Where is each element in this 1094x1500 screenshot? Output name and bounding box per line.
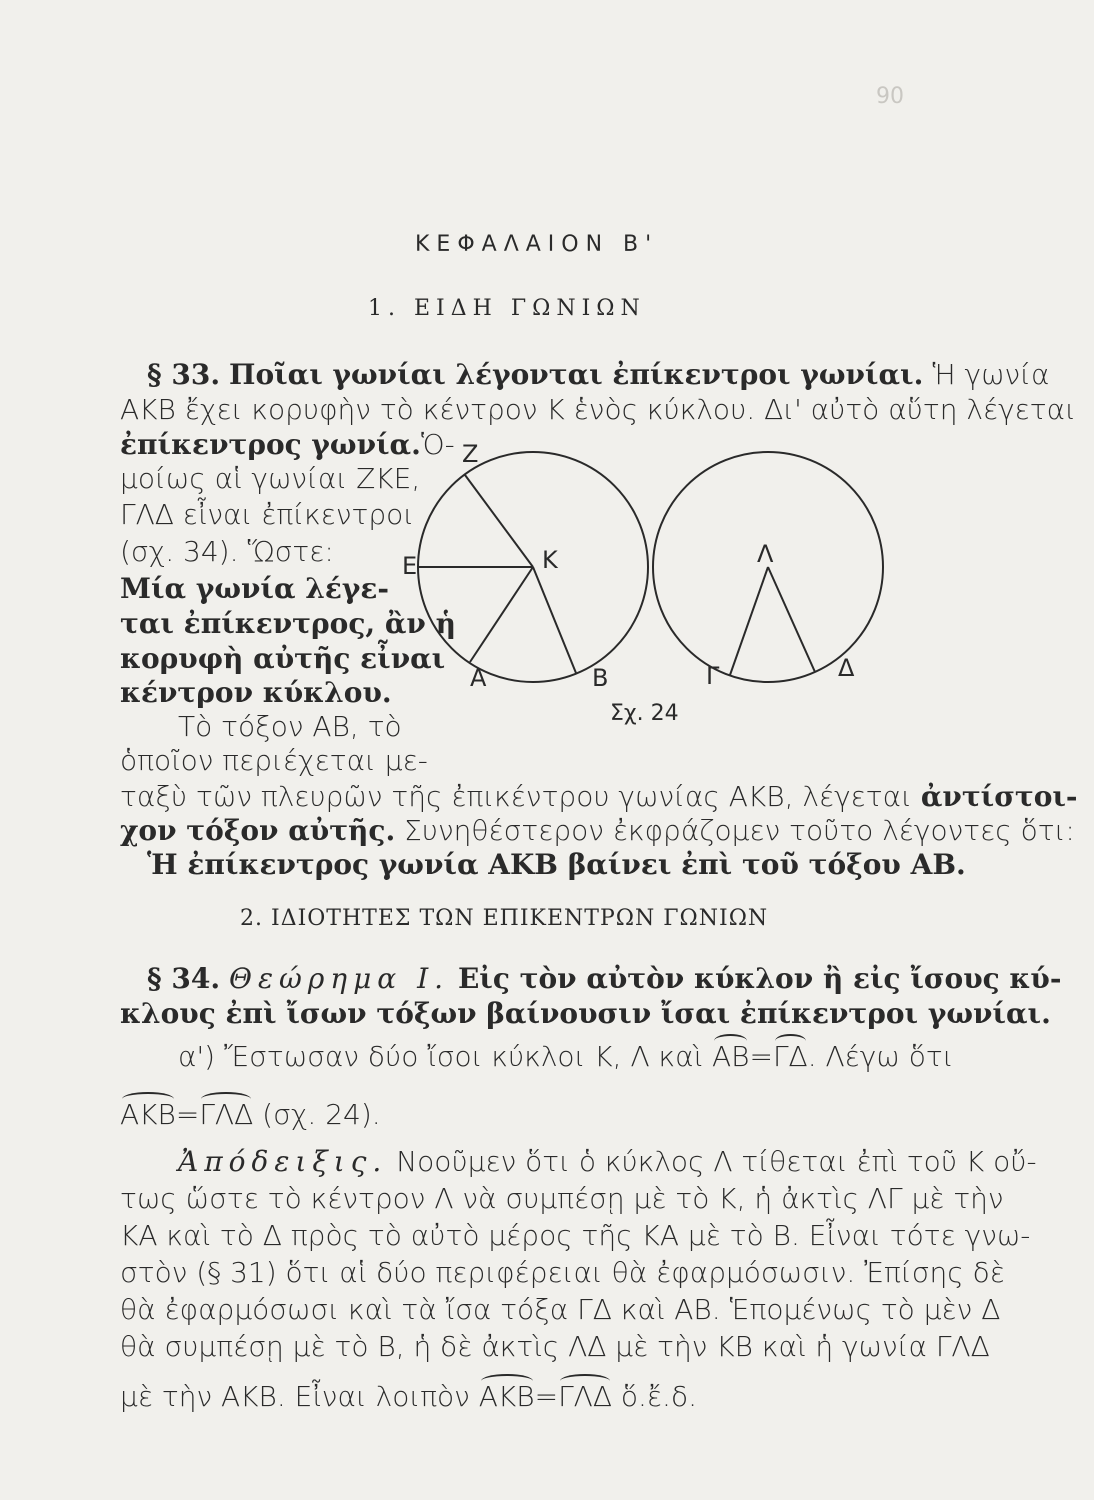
definition-line-3: κορυφὴ αὐτῆς εἶναι xyxy=(120,642,446,675)
theorem-statement: Εἰς τὸν αὐτὸν κύκλον ἢ εἰς ἴσους κύ- xyxy=(457,962,1062,995)
label-delta: Δ xyxy=(838,654,855,682)
angle-akb: ΑΚΒ xyxy=(478,1380,535,1413)
label-e: E xyxy=(402,552,418,580)
section-heading-2 xyxy=(240,902,768,936)
label-z: Z xyxy=(462,440,479,468)
paragraph-34-line-2: κλους ἐπὶ ἴσων τόξων βαίνουσιν ἴσαι ἐπίκεντροι γωνίαι. xyxy=(120,997,1051,1030)
arc-text-line-4: χον τόξον αὐτῆς. Συνηθέστερον ἐκφράζομεν τοῦτο λέγοντες ὅτι: xyxy=(120,814,1075,847)
definition-line-4: κέντρον κύκλου. xyxy=(120,676,392,709)
label-b: B xyxy=(592,664,609,692)
paragraph-33-line-2: ΑΚΒ ἔχει κορυφὴν τὸ κέντρον Κ ἑνὸς κύκλου. Δι' αὐτὸ αὕτη λέγεται xyxy=(120,393,1076,426)
paragraph-mark: § 34. xyxy=(147,962,221,995)
arc-ab: ΑΒ xyxy=(711,1040,750,1073)
section-number: 2. xyxy=(240,906,263,931)
qed: ὅ.ἔ.δ. xyxy=(620,1380,697,1413)
section-title: ΙΔΙΟΤΗΤΕΣ ΤΩΝ ΕΠΙΚΕΝΤΡΩΝ ΓΩΝΙΩΝ xyxy=(271,906,769,931)
paragraph-34-line-1 xyxy=(147,962,1061,996)
angle-gld: ΓΛΔ xyxy=(558,1380,612,1413)
theorem-label: Θεώρημα Ι. xyxy=(229,962,450,995)
paragraph-33-line-4: μοίως αἱ γωνίαι ΖΚΕ, xyxy=(120,462,421,495)
arc-gd: ΓΔ xyxy=(772,1040,808,1073)
radius-ka xyxy=(470,567,533,662)
given-line: α') Ἔστωσαν δύο ἴσοι κύκλοι Κ, Λ καὶ ΑΒ=ΓΔ. Λέγω ὅτι xyxy=(178,1040,954,1073)
figure-caption: Σχ. 24 xyxy=(610,701,679,726)
proof-label: Ἀπόδειξις. xyxy=(178,1145,388,1178)
chapter-heading: ΚΕΦΑΛΑΙΟΝ Β' xyxy=(415,232,659,257)
term-bold: χον τόξον αὐτῆς. xyxy=(120,814,396,847)
label-gamma: Γ xyxy=(706,662,720,690)
arc-text-line-3: ταξὺ τῶν πλευρῶν τῆς ἐπικέντρου γωνίας ΑΚΒ, λέγεται ἀντίστοι- xyxy=(120,780,1078,813)
paragraph-mark: § 33. xyxy=(147,358,221,391)
paragraph-33-line-6: (σχ. 34). Ὥστε: xyxy=(120,535,334,568)
angle-akb: ΑΚΒ xyxy=(120,1098,176,1131)
paragraph-33-line-5: ΓΛΔ εἶναι ἐπίκεντροι xyxy=(120,498,415,531)
paragraph-33-line-3: ἐπίκεντρος γωνία.Ὁ- xyxy=(120,428,455,461)
proof-line-2: τως ὥστε τὸ κέντρον Λ νὰ συμπέσῃ μὲ τὸ Κ, ἡ ἀκτὶς ΛΓ μὲ τὴν xyxy=(120,1182,1004,1215)
proof-line-4: στὸν (§ 31) ὅτι αἱ δύο περιφέρειαι θὰ ἐφαρμόσωσιν. Ἐπίσης δὲ xyxy=(120,1256,1005,1289)
term-bold: ἀντίστοι- xyxy=(920,780,1078,813)
paragraph-33-line-1: § 33. Ποῖαι γωνίαι λέγονται ἐπίκεντροι γωνίαι. Ἡ γωνία xyxy=(147,358,1050,391)
proof-line-7: μὲ τὴν ΑΚΒ. Εἶναι λοιπὸν ΑΚΒ=ΓΛΔ ὅ.ἔ.δ. xyxy=(120,1380,697,1413)
proof-line-5: θὰ ἐφαρμόσωσι καὶ τὰ ἴσα τόξα ΓΔ καὶ ΑΒ. Ἑπομένως τὸ μὲν Δ xyxy=(120,1293,1001,1326)
term-bold: ἐπίκεντρος γωνία. xyxy=(120,428,421,461)
radius-kb xyxy=(533,567,576,673)
label-a: A xyxy=(470,664,487,692)
label-k: K xyxy=(542,546,558,574)
arc-text-line-2: ὁποῖον περιέχεται με- xyxy=(120,744,428,777)
radius-kz xyxy=(465,475,533,567)
definition-line-1: Μία γωνία λέγε- xyxy=(120,572,390,605)
proof-line-6: θὰ συμπέσῃ μὲ τὸ Β, ἡ δὲ ἀκτὶς ΛΔ μὲ τὴν ΚΒ καὶ ἡ γωνία ΓΛΔ xyxy=(120,1330,990,1363)
section-title: ΕΙΔΗ ΓΩΝΙΩΝ xyxy=(414,296,646,321)
claim-line: ΑΚΒ=ΓΛΔ (σχ. 24). xyxy=(120,1098,381,1131)
arc-text-line-5: Ἡ ἐπίκεντρος γωνία ΑΚΒ βαίνει ἐπὶ τοῦ τόξου ΑΒ. xyxy=(147,848,966,881)
section-number: 1. xyxy=(368,296,401,321)
proof-line-3: ΚΑ καὶ τὸ Δ πρὸς τὸ αὐτὸ μέρος τῆς ΚΑ μὲ τὸ Β. Εἶναι τότε γνω- xyxy=(120,1219,1031,1252)
radius-lg xyxy=(730,567,768,675)
definition-line-2: ται ἐπίκεντρος, ἂν ἡ xyxy=(120,607,456,640)
label-lambda: Λ xyxy=(757,540,774,568)
paragraph-question: Ποῖαι γωνίαι λέγονται ἐπίκεντροι γωνίαι. xyxy=(229,358,924,391)
page-number: 90 xyxy=(876,84,904,109)
radius-ld xyxy=(768,567,815,672)
proof-line-1: Ἀπόδειξις. Νοοῦμεν ὅτι ὁ κύκλος Λ τίθεται ἐπὶ τοῦ Κ οὔ- xyxy=(178,1145,1037,1178)
arc-text-line-1: Τὸ τόξον ΑΒ, τὸ xyxy=(178,710,402,743)
angle-gld: ΓΛΔ xyxy=(199,1098,254,1131)
